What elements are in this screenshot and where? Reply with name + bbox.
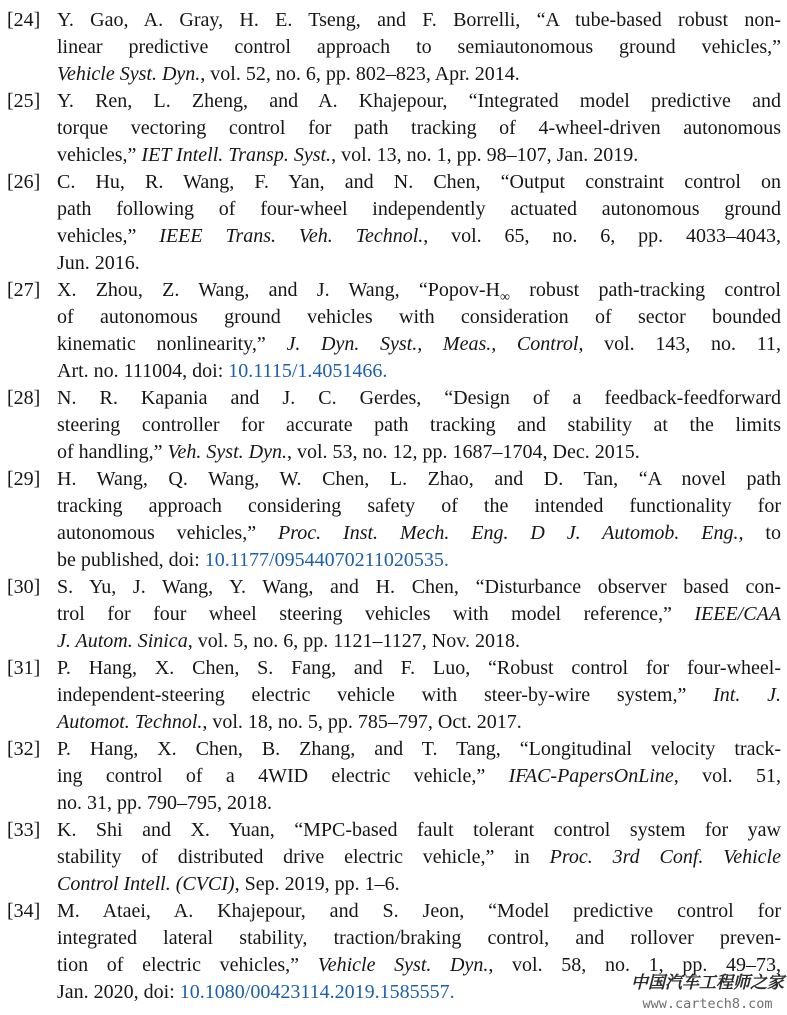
reference-line xyxy=(57,466,781,493)
reference-text: , vol. 18, no. 5, pp. 785–797, Oct. 2017. xyxy=(202,711,522,733)
reference-text: , to xyxy=(738,522,781,544)
reference-line xyxy=(57,142,781,169)
reference-text: , vol. 58, no. 1, pp. 49–73, xyxy=(488,954,782,976)
reference-item xyxy=(0,7,781,88)
journal-name: Veh. Syst. Dyn. xyxy=(167,441,287,463)
reference-item xyxy=(0,88,781,169)
reference-text: tracking approach considering safety of the intended functionality for xyxy=(57,495,781,517)
infinity-subscript: ∞ xyxy=(499,290,510,305)
reference-text: of autonomous ground vehicles with consideration of sector bounded xyxy=(57,306,781,328)
reference-item xyxy=(0,736,781,817)
reference-text: , vol. 65, no. 6, pp. 4033–4043, xyxy=(423,225,782,247)
reference-text: , vol. 13, no. 1, pp. 98–107, Jan. 2019. xyxy=(331,144,639,166)
reference-text: C. Hu, R. Wang, F. Yan, and N. Chen, “Output constraint control on xyxy=(57,171,781,193)
reference-label: [24] xyxy=(7,9,41,31)
reference-text: , vol. 53, no. 12, pp. 1687–1704, Dec. 2015. xyxy=(286,441,640,463)
reference-item xyxy=(0,574,781,655)
reference-text: path following of four-wheel independently actuated autonomous ground xyxy=(57,198,781,220)
journal-name: Int. J. xyxy=(713,684,782,706)
reference-line xyxy=(57,925,781,952)
reference-line xyxy=(57,277,781,304)
reference-line xyxy=(57,223,781,250)
reference-text: Jan. 2020, doi: xyxy=(57,981,180,1003)
reference-text: vehicles,” xyxy=(57,225,160,247)
doi-link[interactable]: 10.1177/09544070211020535. xyxy=(204,549,449,571)
reference-line xyxy=(57,655,781,682)
reference-line xyxy=(57,520,781,547)
reference-line xyxy=(57,898,781,925)
reference-text: steering controller for accurate path tracking and stability at the limits xyxy=(57,414,781,436)
reference-line xyxy=(57,547,781,574)
reference-text: integrated lateral stability, traction/braking control, and rollover preven- xyxy=(57,927,781,949)
reference-line xyxy=(57,34,781,61)
reference-text: P. Hang, X. Chen, B. Zhang, and T. Tang, “Longitudinal velocity track- xyxy=(57,738,781,760)
reference-label: [26] xyxy=(7,171,41,193)
journal-name: IET Intell. Transp. Syst. xyxy=(141,144,332,166)
reference-line xyxy=(57,169,781,196)
reference-line xyxy=(57,115,781,142)
reference-line xyxy=(57,574,781,601)
reference-item xyxy=(0,169,781,277)
reference-line xyxy=(57,196,781,223)
journal-name: J. Dyn. Syst., Meas., Control xyxy=(286,333,579,355)
reference-text: X. Zhou, Z. Wang, and J. Wang, “Popov-H xyxy=(57,279,500,301)
reference-line xyxy=(57,871,781,898)
reference-label: [28] xyxy=(7,387,41,409)
reference-text: autonomous vehicles,” xyxy=(57,522,278,544)
journal-name: IEEE/CAA xyxy=(694,603,781,625)
reference-label: [25] xyxy=(7,90,41,112)
reference-text: vehicles,” xyxy=(57,144,142,166)
reference-text: , vol. 5, no. 6, pp. 1121–1127, Nov. 2018. xyxy=(187,630,520,652)
reference-label: [27] xyxy=(7,279,41,301)
reference-line xyxy=(57,61,781,88)
reference-line xyxy=(57,493,781,520)
reference-text: linear predictive control approach to semiautonomous ground vehicles,” xyxy=(57,36,781,58)
reference-line xyxy=(57,682,781,709)
reference-line xyxy=(57,736,781,763)
reference-line xyxy=(57,763,781,790)
reference-text: no. 31, pp. 790–795, 2018. xyxy=(57,792,272,814)
reference-text: be published, doi: xyxy=(57,549,205,571)
reference-text: trol for four wheel steering vehicles with model reference,” xyxy=(57,603,695,625)
journal-name: Proc. Inst. Mech. Eng. D J. Automob. Eng. xyxy=(278,522,739,544)
journal-name: Proc. 3rd Conf. Vehicle xyxy=(549,846,781,868)
reference-line xyxy=(57,790,781,817)
reference-line xyxy=(57,7,781,34)
reference-text: of handling,” xyxy=(57,441,168,463)
reference-label: [32] xyxy=(7,738,41,760)
reference-line xyxy=(57,817,781,844)
reference-text: ing control of a 4WID electric vehicle,” xyxy=(57,765,509,787)
journal-name: Control Intell. (CVCI) xyxy=(57,873,235,895)
reference-item xyxy=(0,466,781,574)
doi-link[interactable]: 10.1115/1.4051466. xyxy=(228,360,388,382)
reference-text: Art. no. 111004, doi: xyxy=(57,360,229,382)
reference-line xyxy=(57,385,781,412)
reference-text: Jun. 2016. xyxy=(57,252,140,274)
reference-line xyxy=(57,331,781,358)
reference-text: robust path-tracking control xyxy=(509,279,781,301)
journal-name: Vehicle Syst. Dyn. xyxy=(57,63,201,85)
reference-text: N. R. Kapania and J. C. Gerdes, “Design of a feedback-feedforward xyxy=(57,387,781,409)
journal-name: Vehicle Syst. Dyn. xyxy=(317,954,489,976)
reference-label: [34] xyxy=(7,900,41,922)
reference-line xyxy=(57,412,781,439)
reference-text: torque vectoring control for path tracking of 4-wheel-driven autonomous xyxy=(57,117,781,139)
reference-text: , vol. 52, no. 6, pp. 802–823, Apr. 2014. xyxy=(200,63,520,85)
reference-line xyxy=(57,250,781,277)
reference-line xyxy=(57,844,781,871)
reference-text: H. Wang, Q. Wang, W. Chen, L. Zhao, and D. Tan, “A novel path xyxy=(57,468,781,490)
reference-label: [33] xyxy=(7,819,41,841)
reference-text: , vol. 143, no. 11, xyxy=(578,333,781,355)
reference-label: [30] xyxy=(7,576,41,598)
reference-label: [31] xyxy=(7,657,41,679)
reference-line xyxy=(57,88,781,115)
reference-item xyxy=(0,817,781,898)
reference-line xyxy=(57,709,781,736)
reference-item xyxy=(0,655,781,736)
reference-text: stability of distributed drive electric vehicle,” in xyxy=(57,846,550,868)
journal-name: IFAC-PapersOnLine xyxy=(508,765,674,787)
reference-text: Y. Gao, A. Gray, H. E. Tseng, and F. Borrelli, “A tube-based robust non- xyxy=(57,9,781,31)
reference-line xyxy=(57,601,781,628)
journal-name: J. Autom. Sinica xyxy=(57,630,188,652)
reference-text: Y. Ren, L. Zheng, and A. Khajepour, “Integrated model predictive and xyxy=(57,90,781,112)
watermark-url: www.cartech8.com xyxy=(642,996,773,1012)
reference-label: [29] xyxy=(7,468,41,490)
doi-link[interactable]: 10.1080/00423114.2019.1585557. xyxy=(179,981,455,1003)
reference-text: P. Hang, X. Chen, S. Fang, and F. Luo, “Robust control for four-wheel- xyxy=(57,657,781,679)
reference-text: tion of electric vehicles,” xyxy=(57,954,318,976)
reference-line xyxy=(57,358,781,385)
reference-line xyxy=(57,304,781,331)
reference-text: independent-steering electric vehicle with steer-by-wire system,” xyxy=(57,684,714,706)
journal-name: IEEE Trans. Veh. Technol. xyxy=(159,225,424,247)
reference-text: K. Shi and X. Yuan, “MPC-based fault tolerant control system for yaw xyxy=(57,819,781,841)
reference-item xyxy=(0,385,781,466)
reference-text: , Sep. 2019, pp. 1–6. xyxy=(234,873,400,895)
reference-text: , vol. 51, xyxy=(673,765,782,787)
reference-item xyxy=(0,277,781,385)
journal-name: Automot. Technol. xyxy=(57,711,203,733)
reference-text: kinematic nonlinearity,” xyxy=(57,333,287,355)
reference-text: M. Ataei, A. Khajepour, and S. Jeon, “Model predictive control for xyxy=(57,900,781,922)
reference-text: S. Yu, J. Wang, Y. Wang, and H. Chen, “Disturbance observer based con- xyxy=(57,576,781,598)
watermark xyxy=(631,972,784,1014)
reference-line xyxy=(57,439,781,466)
watermark-site-name: 中国汽车工程师之家 xyxy=(631,973,784,993)
reference-line xyxy=(57,628,781,655)
